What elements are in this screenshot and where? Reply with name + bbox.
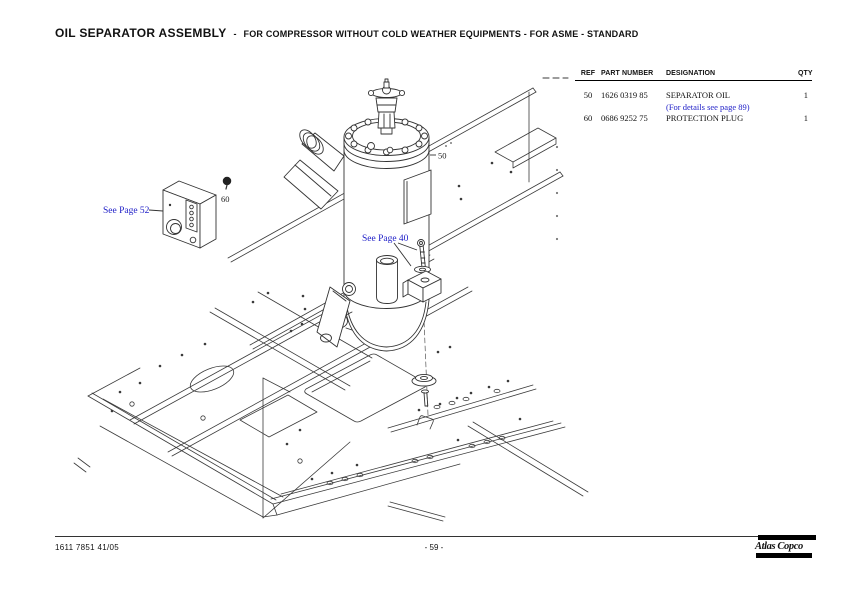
- atlas-copco-logo: [754, 535, 820, 558]
- cell-qty: 1: [803, 113, 808, 124]
- page-title: OIL SEPARATOR ASSEMBLY: [55, 26, 227, 40]
- logo-text: Atlas Copco: [755, 541, 803, 552]
- cell-ref: 50: [583, 90, 593, 100]
- parts-table: [575, 70, 812, 125]
- parts-table-header: [575, 70, 812, 81]
- page-number: - 59 -: [424, 543, 444, 552]
- logo-bottom-bar: [756, 553, 812, 558]
- cell-qty: 1: [803, 90, 808, 100]
- see-page-40-reference[interactable]: See Page 40: [362, 234, 409, 244]
- column-header-designation: DESIGNATION: [666, 70, 716, 77]
- footer-divider: [55, 536, 767, 537]
- cell-designation: SEPARATOR OIL: [666, 90, 731, 100]
- page-subtitle: FOR COMPRESSOR WITHOUT COLD WEATHER EQUIPMENTS - FOR ASME - STANDARD: [243, 29, 639, 39]
- cell-ref: 60: [583, 113, 593, 124]
- document-number: 1611 7851 41/05: [55, 543, 119, 552]
- cell-designation: PROTECTION PLUG: [666, 113, 744, 124]
- grommet-drawing: [412, 374, 436, 406]
- parts-table-body: [575, 90, 812, 125]
- details-page-reference[interactable]: (For details see page 89): [666, 101, 750, 112]
- column-header-qty: QTY: [798, 70, 813, 77]
- protection-plug-drawing: [223, 177, 231, 189]
- page-header: [55, 26, 638, 40]
- control-box-drawing: [163, 177, 231, 248]
- cell-part-number: 0686 9252 75: [601, 113, 648, 124]
- see-page-52-reference[interactable]: See Page 52: [103, 206, 150, 216]
- cell-part-number: 1626 0319 85: [601, 90, 648, 100]
- title-separator: -: [233, 29, 237, 39]
- callout-50-label: 50: [438, 150, 447, 161]
- column-header-ref: REF: [580, 70, 596, 77]
- column-header-part-number: PART NUMBER: [601, 70, 654, 77]
- callout-60-label: 60: [221, 194, 230, 204]
